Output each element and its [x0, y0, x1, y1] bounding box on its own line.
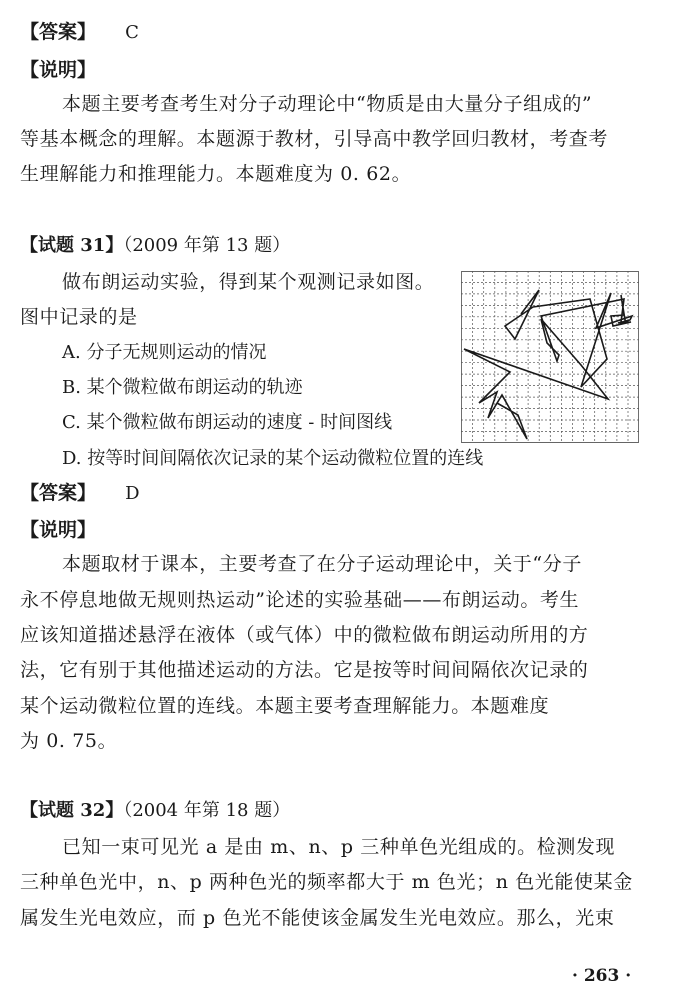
question-stem: 做布朗运动实验，得到某个观测记录如图。 — [62, 271, 435, 293]
explain-line: 法，它有别于其他描述运动的方法。它是按等时间间隔依次记录的 — [20, 659, 589, 681]
option-d: D. 按等时间间隔依次记录的某个运动微粒位置的连线 — [62, 448, 484, 469]
answer-label: 【答案】 — [20, 21, 97, 43]
q31-answer-row — [20, 481, 140, 506]
page-number: · 263 · — [572, 966, 632, 986]
question-source: （2004 年第 18 题） — [123, 800, 291, 821]
question-stem: 属发生光电效应，而 p 色光不能使该金属发生光电效应。那么，光束 — [20, 907, 615, 929]
explain-line: 永不停息地做无规则热运动”论述的实验基础——布朗运动。考生 — [20, 589, 580, 611]
explain-line: 应该知道描述悬浮在液体（或气体）中的微粒做布朗运动所用的方 — [20, 624, 589, 646]
option-c: C. 某个微粒做布朗运动的速度 - 时间图线 — [62, 412, 393, 433]
explain-line: 等基本概念的理解。本题源于教材，引导高中教学回归教材，考查考 — [20, 128, 609, 150]
question-stem: 已知一束可见光 a 是由 m、n、p 三种单色光组成的。检测发现 — [62, 836, 616, 858]
answer-label: 【答案】 — [20, 482, 97, 504]
answer-value: C — [125, 22, 139, 43]
explain-line: 某个运动微粒位置的连线。本题主要考查理解能力。本题难度 — [20, 695, 550, 717]
explain-line: 生理解能力和推理能力。本题难度为 0. 62。 — [20, 163, 412, 185]
question-title — [20, 799, 290, 823]
explain-line: 本题取材于课本，主要考查了在分子运动理论中，关于“分子 — [62, 553, 582, 575]
option-b: B. 某个微粒做布朗运动的轨迹 — [62, 377, 303, 398]
brownian-motion-figure — [461, 271, 639, 443]
question-stem: 图中记录的是 — [20, 306, 138, 328]
question-source: （2009 年第 13 题） — [123, 235, 291, 256]
explain-label: 【说明】 — [20, 59, 97, 81]
option-a: A. 分子无规则运动的情况 — [62, 342, 267, 363]
explain-label: 【说明】 — [20, 519, 97, 541]
question-title — [20, 234, 290, 258]
explain-line: 为 0. 75。 — [20, 730, 118, 752]
question-number: 【试题 32】 — [20, 800, 124, 821]
particle-path — [464, 290, 632, 439]
question-stem: 三种单色光中，n、p 两种色光的频率都大于 m 色光；n 色光能使某金 — [20, 871, 633, 893]
question-number: 【试题 31】 — [20, 235, 124, 256]
explain-line: 本题主要考查考生对分子动理论中“物质是由大量分子组成的” — [62, 93, 593, 115]
answer-value: D — [125, 483, 140, 504]
q30-answer-row — [20, 20, 139, 45]
